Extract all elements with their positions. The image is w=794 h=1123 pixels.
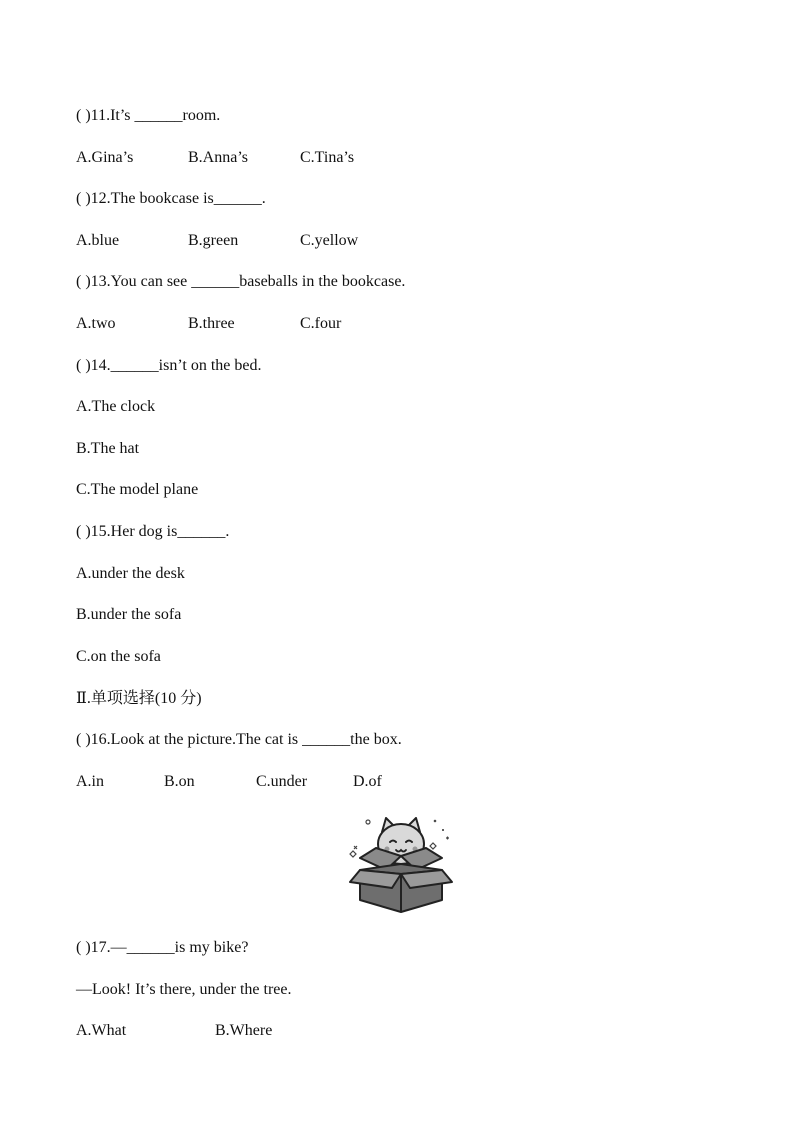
question-13-option-b: B.three bbox=[188, 315, 235, 332]
question-14-option-a: A.The clock bbox=[76, 398, 156, 415]
question-13-option-a: A.two bbox=[76, 315, 116, 332]
question-12-option-c: C.yellow bbox=[300, 232, 359, 249]
question-14-option-c: C.The model plane bbox=[76, 481, 199, 498]
question-16-option-b: B.on bbox=[164, 773, 195, 790]
question-14-option-b: B.The hat bbox=[76, 440, 140, 457]
question-11-stem: ( )11.It’s ______room. bbox=[76, 107, 221, 124]
question-15-option-b: B.under the sofa bbox=[76, 606, 182, 623]
question-16-stem: ( )16.Look at the picture.The cat is ______the box. bbox=[76, 731, 402, 748]
question-14-stem: ( )14.______isn’t on the bed. bbox=[76, 357, 262, 374]
question-16-option-d: D.of bbox=[353, 773, 382, 790]
question-13-option-c: C.four bbox=[300, 315, 342, 332]
question-13-stem: ( )13.You can see ______baseballs in the bookcase. bbox=[76, 273, 406, 290]
section-2-heading: Ⅱ.单项选择(10 分) bbox=[76, 690, 202, 707]
cat-in-box-illustration bbox=[346, 808, 456, 916]
question-17-option-b: B.Where bbox=[215, 1022, 273, 1039]
question-17-answer-line: —Look! It’s there, under the tree. bbox=[76, 981, 292, 998]
question-12-option-a: A.blue bbox=[76, 232, 120, 249]
question-11-option-a: A.Gina’s bbox=[76, 149, 134, 166]
question-15-stem: ( )15.Her dog is______. bbox=[76, 523, 230, 540]
question-11-option-b: B.Anna’s bbox=[188, 149, 248, 166]
question-12-option-b: B.green bbox=[188, 232, 239, 249]
question-15-option-c: C.on the sofa bbox=[76, 648, 161, 665]
question-15-option-a: A.under the desk bbox=[76, 565, 185, 582]
question-11-option-c: C.Tina’s bbox=[300, 149, 355, 166]
question-17-stem: ( )17.—______is my bike? bbox=[76, 939, 249, 956]
question-12-stem: ( )12.The bookcase is______. bbox=[76, 190, 266, 207]
question-16-option-a: A.in bbox=[76, 773, 104, 790]
question-16-option-c: C.under bbox=[256, 773, 308, 790]
question-17-option-a: A.What bbox=[76, 1022, 127, 1039]
